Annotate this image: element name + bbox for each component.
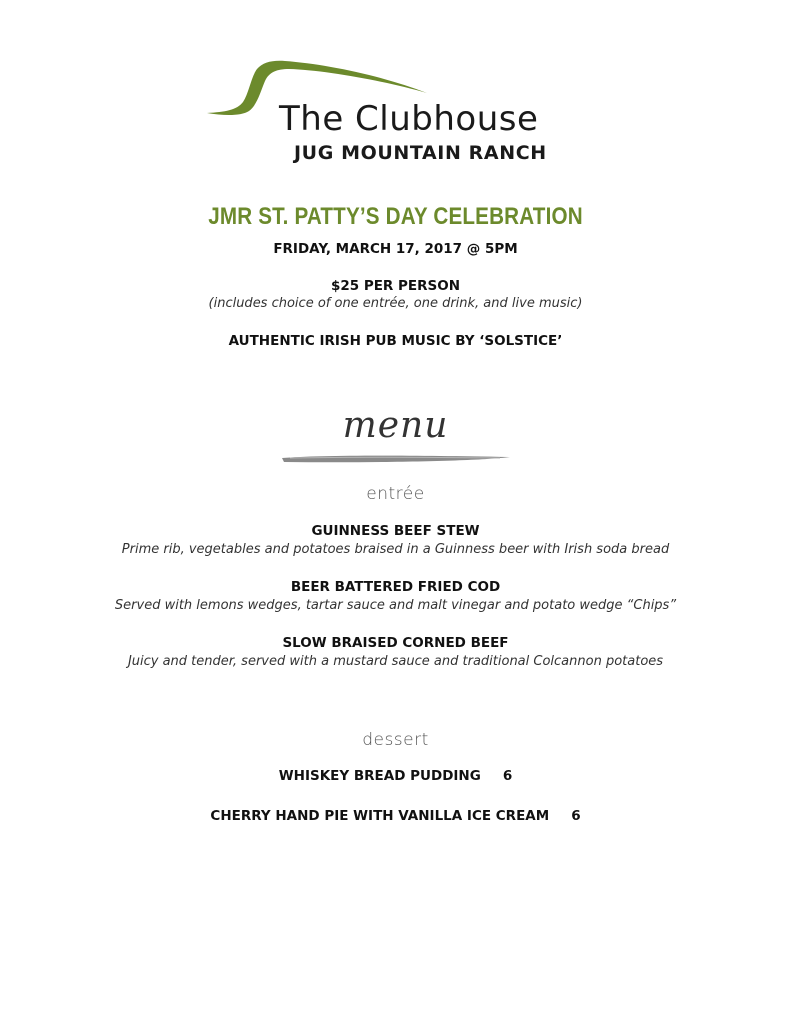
event-music: AUTHENTIC IRISH PUB MUSIC BY ‘SOLSTICE’ xyxy=(228,333,563,349)
dessert-name: WHISKEY BREAD PUDDING xyxy=(278,768,481,784)
entree-name: SLOW BRAISED CORNED BEEF xyxy=(282,635,509,651)
menu-heading: menu xyxy=(342,405,449,446)
dessert-item xyxy=(0,768,791,784)
dessert-item xyxy=(0,808,791,824)
dessert-price: 6 xyxy=(571,808,581,824)
entree-description: Juicy and tender, served with a mustard sauce and traditional Colcannon potatoes xyxy=(127,654,664,669)
dessert-name: CHERRY HAND PIE WITH VANILLA ICE CREAM xyxy=(210,808,550,824)
dessert-section-label: dessert xyxy=(362,730,429,750)
entree-section-label: entrée xyxy=(366,484,425,504)
event-title: JMR ST. PATTY’S DAY CELEBRATION xyxy=(208,203,583,230)
entree-description: Served with lemons wedges, tartar sauce and malt vinegar and potato wedge “Chips” xyxy=(114,598,677,613)
brush-stroke-divider xyxy=(280,452,512,466)
event-date: FRIDAY, MARCH 17, 2017 @ 5PM xyxy=(273,241,518,257)
clubhouse-logo xyxy=(205,55,595,165)
dessert-price: 6 xyxy=(502,768,513,784)
logo-subname: JUG MOUNTAIN RANCH xyxy=(294,142,547,164)
entree-description: Prime rib, vegetables and potatoes braised in a Guinness beer with Irish soda bread xyxy=(121,542,670,557)
logo-name: The Clubhouse xyxy=(279,99,539,139)
event-price-note: (includes choice of one entrée, one drink, and live music) xyxy=(208,296,583,311)
event-price: $25 PER PERSON xyxy=(330,278,461,294)
entree-name: BEER BATTERED FRIED COD xyxy=(290,579,501,595)
entree-name: GUINNESS BEEF STEW xyxy=(311,523,480,539)
